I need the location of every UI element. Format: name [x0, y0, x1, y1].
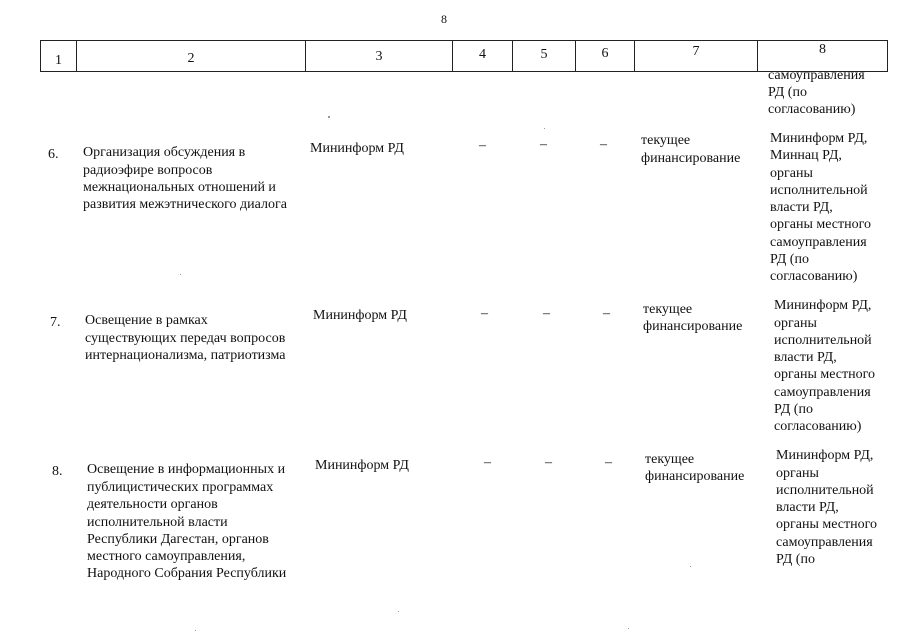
- executor-cell: Мининформ РД: [313, 308, 407, 323]
- financing-text-line: текущее: [643, 302, 693, 317]
- dash-cell: –: [479, 138, 486, 153]
- dash-cell: –: [543, 306, 550, 321]
- activity-text-line: Организация обсуждения в: [83, 145, 246, 160]
- activity-text-line: публицистических программах: [87, 480, 274, 495]
- activity-text-line: Освещение в информационных и: [87, 462, 286, 477]
- scan-speck: [328, 116, 330, 118]
- partners-text-line: органы местного: [776, 517, 877, 532]
- activity-text-line: Республики Дагестан, органов: [87, 532, 269, 547]
- column-header: 6: [601, 46, 609, 61]
- page-number: 8: [441, 12, 447, 26]
- partners-text-line: органы: [770, 166, 813, 181]
- financing-text-line: финансирование: [643, 319, 743, 334]
- financing-text-line: финансирование: [645, 469, 745, 484]
- column-header: 1: [55, 53, 62, 68]
- partners-text-line: РД (по: [776, 552, 815, 567]
- activity-text-line: существующих передач вопросов: [85, 331, 286, 346]
- dash-cell: –: [603, 306, 610, 321]
- scan-speck: [544, 128, 545, 129]
- scan-speck: [398, 611, 399, 612]
- partners-text-line: исполнительной: [770, 183, 868, 198]
- partners-text-line: Мининформ РД,: [776, 448, 874, 463]
- scan-speck: [195, 630, 196, 631]
- header-divider: [887, 40, 888, 72]
- dash-cell: –: [605, 455, 612, 470]
- partners-text-line: самоуправления: [774, 385, 871, 400]
- activity-text-line: местного самоуправления,: [87, 549, 246, 564]
- partners-text-line: Мининформ РД,: [770, 131, 868, 146]
- dash-cell: –: [545, 455, 552, 470]
- dash-cell: –: [540, 137, 547, 152]
- column-header: 2: [187, 51, 195, 66]
- activity-text-line: Освещение в рамках: [85, 313, 208, 328]
- executor-cell: Мининформ РД: [310, 141, 404, 156]
- partners-text-line: самоуправления: [776, 535, 873, 550]
- financing-text-line: текущее: [641, 133, 691, 148]
- partners-text-line: самоуправления: [770, 235, 867, 250]
- continued-text-line: самоуправления: [768, 68, 865, 83]
- partners-text-line: органы местного: [774, 367, 875, 382]
- column-header: 7: [692, 44, 700, 59]
- partners-text-line: Миннац РД,: [770, 148, 842, 163]
- financing-text-line: текущее: [645, 452, 695, 467]
- dash-cell: –: [481, 306, 488, 321]
- row-number: 7.: [50, 315, 61, 330]
- activity-text-line: исполнительной власти: [87, 515, 228, 530]
- partners-text-line: исполнительной: [774, 333, 872, 348]
- activity-text-line: деятельности органов: [87, 497, 218, 512]
- partners-text-line: органы: [774, 316, 817, 331]
- column-header: 4: [479, 47, 486, 62]
- dash-cell: –: [600, 137, 607, 152]
- header-bottom-rule: [40, 71, 888, 72]
- partners-text-line: РД (по: [770, 252, 809, 267]
- column-header: 5: [540, 47, 548, 62]
- partners-text-line: согласованию): [774, 419, 862, 434]
- column-header: 3: [375, 49, 383, 64]
- activity-text-line: Народного Собрания Республики: [87, 566, 287, 581]
- scan-speck: [690, 566, 691, 567]
- activity-text-line: развития межэтнического диалога: [83, 197, 287, 212]
- partners-text-line: власти РД,: [770, 200, 833, 215]
- scan-speck: [628, 628, 629, 629]
- dash-cell: –: [484, 455, 491, 470]
- partners-text-line: Мининформ РД,: [774, 298, 872, 313]
- activity-text-line: межнациональных отношений и: [83, 180, 276, 195]
- column-header: 8: [819, 42, 826, 57]
- continued-text-line: РД (по: [768, 85, 807, 100]
- executor-cell: Мининформ РД: [315, 458, 409, 473]
- row-number: 8.: [52, 464, 63, 479]
- activity-text-line: радиоэфире вопросов: [83, 163, 213, 178]
- continued-text-line: согласованию): [768, 102, 856, 117]
- row-number: 6.: [48, 147, 59, 162]
- partners-text-line: согласованию): [770, 269, 858, 284]
- financing-text-line: финансирование: [641, 151, 741, 166]
- scan-speck: [180, 274, 181, 275]
- partners-text-line: власти РД,: [774, 350, 837, 365]
- partners-text-line: органы: [776, 466, 819, 481]
- activity-text-line: интернационализма, патриотизма: [85, 348, 286, 363]
- partners-text-line: исполнительной: [776, 483, 874, 498]
- partners-text-line: власти РД,: [776, 500, 839, 515]
- partners-text-line: РД (по: [774, 402, 813, 417]
- partners-text-line: органы местного: [770, 217, 871, 232]
